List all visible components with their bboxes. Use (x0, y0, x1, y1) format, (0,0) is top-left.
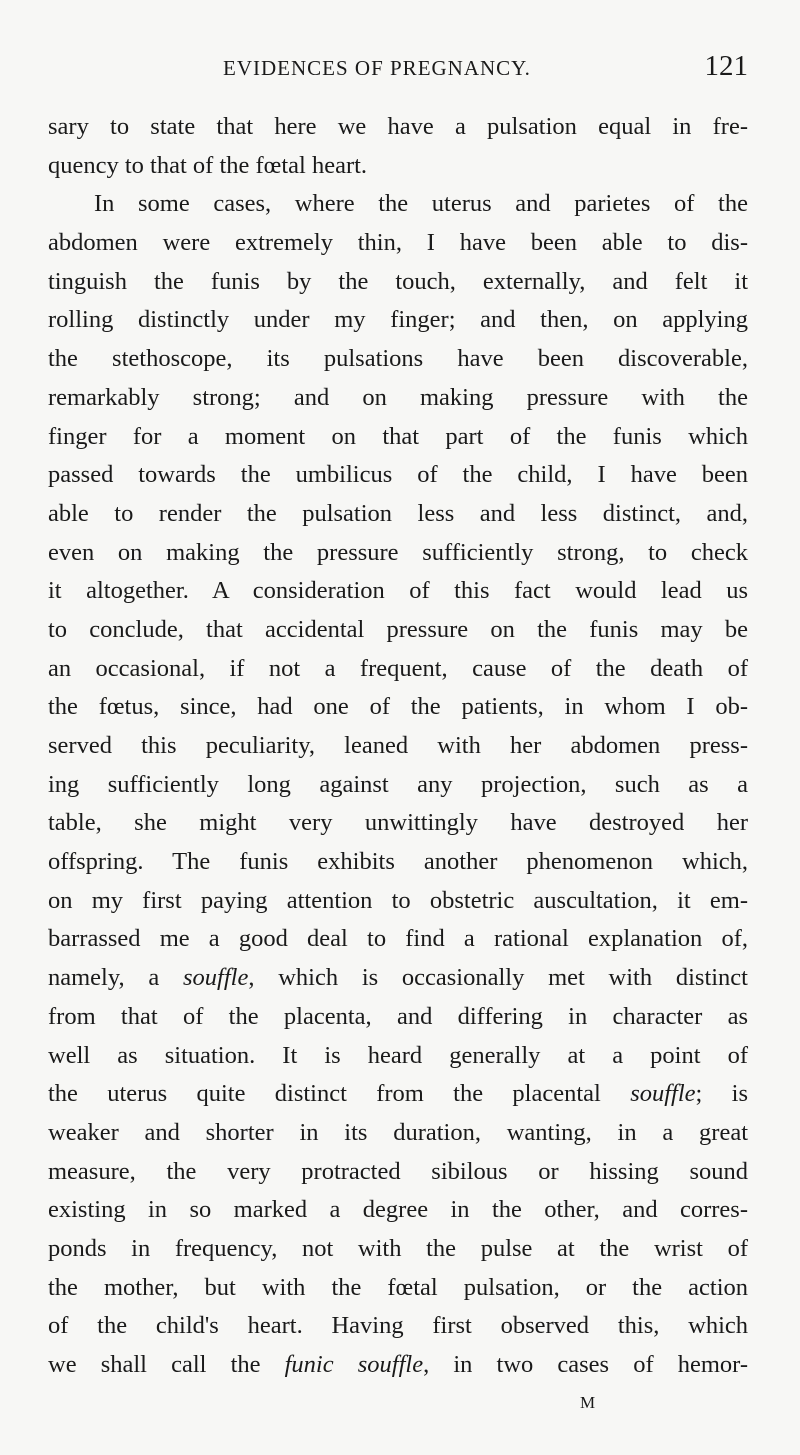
text-line: ing sufficiently long against any projection, such as a (48, 770, 748, 798)
text-line: table, she might very unwittingly have destroyed her (48, 809, 748, 837)
text-line: the uterus quite distinct from the placental souffle; is (48, 1080, 749, 1108)
text-line: tinguish the funis by the touch, externally, and felt it (48, 267, 748, 295)
text-line: able to render the pulsation less and less distinct, and, (48, 499, 748, 527)
text-line: from that of the placenta, and differing in character as (48, 1002, 748, 1030)
text-line: rolling distinctly under my finger; and then, on applying (48, 306, 748, 334)
text-line: of the child's heart. Having first observed this, which (48, 1312, 748, 1340)
text-line: existing in so marked a degree in the other, and corres- (48, 1196, 748, 1224)
running-title: EVIDENCES OF PREGNANCY. (223, 56, 531, 80)
text-line: served this peculiarity, leaned with her abdomen press- (48, 732, 748, 759)
text-line: even on making the pressure sufficiently strong, to check (48, 538, 748, 566)
text-line: we shall call the funic souffle, in two cases of hemor- (48, 1351, 748, 1378)
text-line: finger for a moment on that part of the funis which (48, 422, 748, 450)
text-line: the fœtus, since, had one of the patients, in whom I ob- (48, 693, 748, 721)
text-line: the stethoscope, its pulsations have been discoverable, (48, 345, 748, 373)
page-number: 121 (704, 50, 748, 82)
signature-mark: M (580, 1393, 597, 1412)
text-line: passed towards the umbilicus of the child, I have been (48, 461, 748, 489)
text-line: the mother, but with the fœtal pulsation, or the action (48, 1273, 748, 1301)
text-line: remarkably strong; and on making pressure with the (48, 383, 748, 411)
text-line: measure, the very protracted sibilous or hissing sound (48, 1157, 748, 1185)
body-text (48, 108, 748, 1385)
text-line: offspring. The funis exhibits another phenomenon which, (48, 848, 748, 876)
text-line: barrassed me a good deal to find a rational explanation of, (48, 925, 748, 953)
text-line: an occasional, if not a frequent, cause of the death of (48, 654, 748, 682)
text-line: namely, a souffle, which is occasionally met with distinct (48, 964, 748, 992)
text-line: sary to state that here we have a pulsation equal in fre- (48, 113, 748, 140)
text-line: to conclude, that accidental pressure on the funis may be (48, 615, 748, 643)
running-head (48, 50, 748, 90)
text-line: weaker and shorter in its duration, wanting, in a great (48, 1118, 748, 1146)
text-line: on my first paying attention to obstetric auscultation, it em- (48, 886, 748, 914)
text-line: ponds in frequency, not with the pulse at the wrist of (48, 1234, 748, 1262)
text-line: abdomen were extremely thin, I have been able to dis- (48, 229, 748, 257)
text-line: quency to that of the fœtal heart. (48, 151, 368, 179)
text-line: well as situation. It is heard generally at a point of (48, 1041, 748, 1069)
text-line: In some cases, where the uterus and parietes of the (94, 190, 748, 218)
text-line: it altogether. A consideration of this fact would lead us (48, 577, 748, 605)
